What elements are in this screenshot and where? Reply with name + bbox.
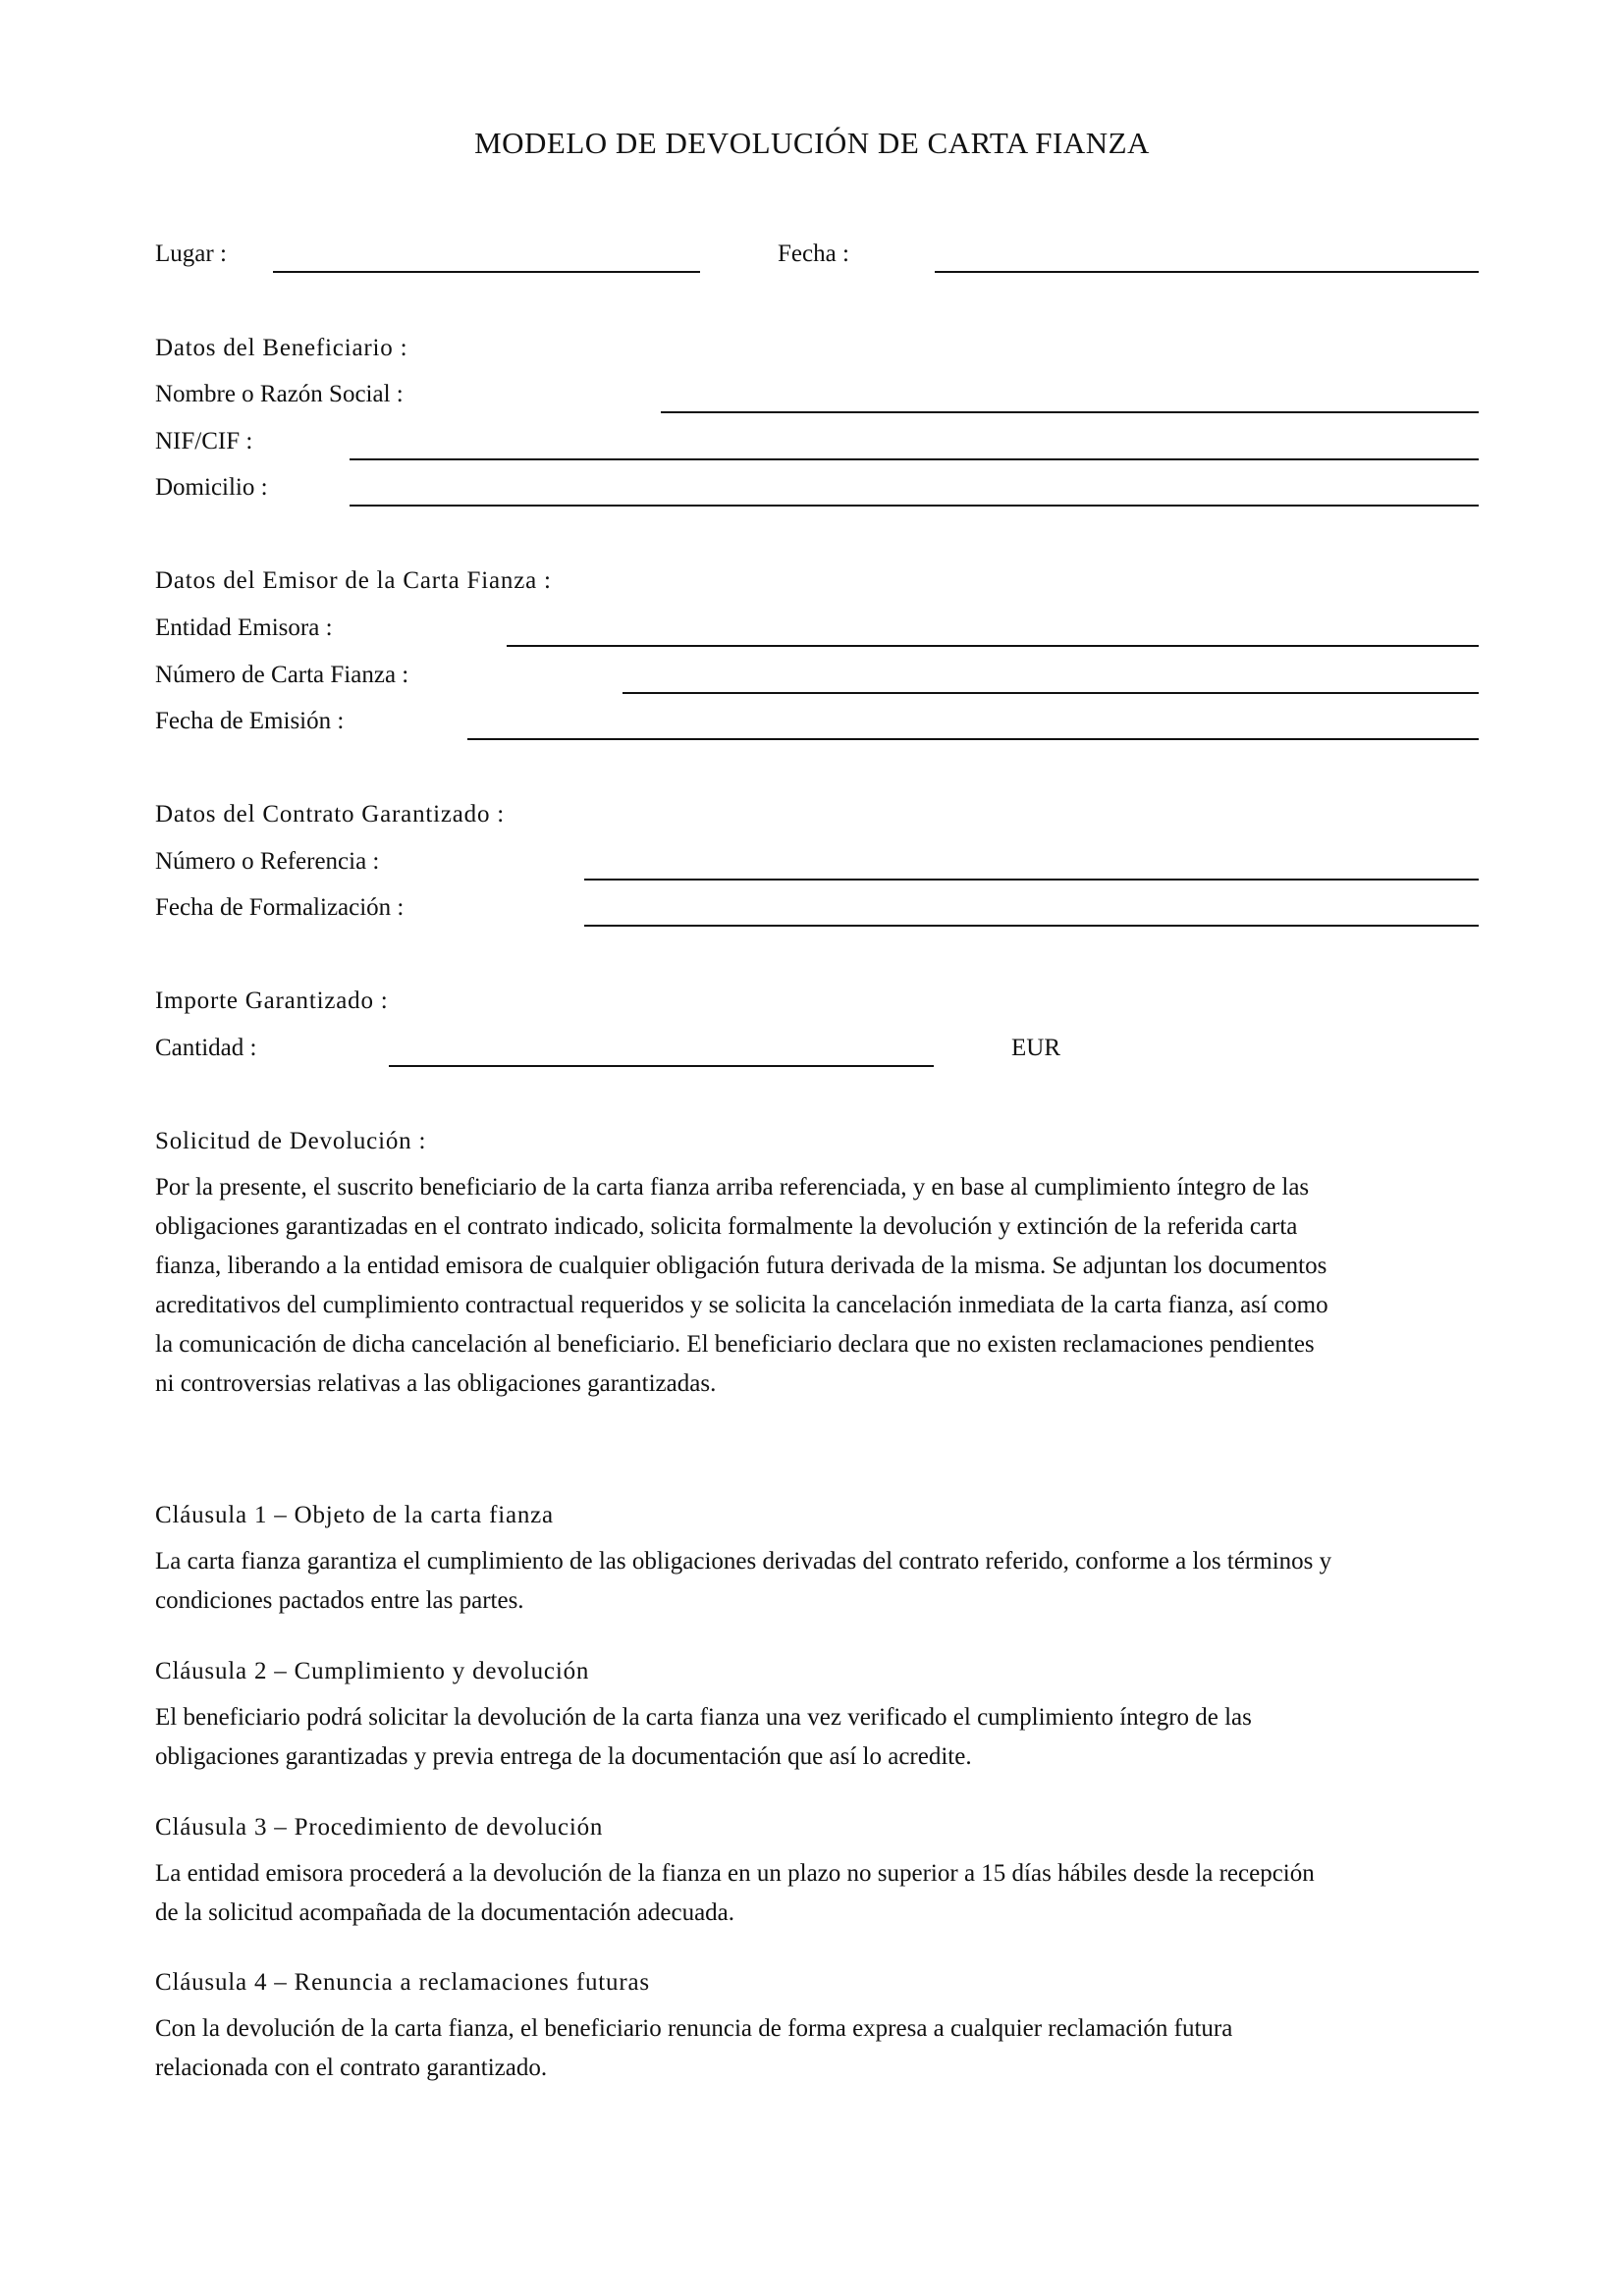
clausula-3-text — [155, 1854, 1490, 1933]
entidad-field[interactable] — [507, 645, 1479, 647]
clausula-4-text — [155, 2009, 1490, 2088]
solicitud-paragraph — [155, 1168, 1490, 1404]
referencia-field[interactable] — [584, 879, 1479, 881]
paragraph-line: de la solicitud acompañada de la documentación adecuada. — [155, 1899, 735, 1926]
fecha-emision-label: Fecha de Emisión : — [155, 708, 345, 734]
lugar-label: Lugar : — [155, 240, 227, 267]
clausula-3-heading: Cláusula 3 – Procedimiento de devolución — [155, 1814, 604, 1841]
paragraph-line: relacionada con el contrato garantizado. — [155, 2055, 548, 2081]
cantidad-field[interactable] — [389, 1065, 934, 1067]
beneficiario-heading: Datos del Beneficiario : — [155, 335, 408, 361]
paragraph-line: condiciones pactados entre las partes. — [155, 1587, 524, 1614]
nombre-label: Nombre o Razón Social : — [155, 381, 404, 407]
clausula-2-heading: Cláusula 2 – Cumplimiento y devolución — [155, 1658, 590, 1684]
paragraph-line: ni controversias relativas a las obligaciones garantizadas. — [155, 1370, 717, 1397]
nif-field[interactable] — [350, 458, 1479, 460]
fecha-formalizacion-label: Fecha de Formalización : — [155, 894, 405, 921]
document-title: MODELO DE DEVOLUCIÓN DE CARTA FIANZA — [474, 126, 1150, 160]
paragraph-line: fianza, liberando a la entidad emisora de cualquier obligación futura derivada de la misma. Se adjuntan los documentos — [155, 1253, 1327, 1279]
paragraph-line: La entidad emisora procederá a la devolución de la fianza en un plazo no superior a 15 días hábiles desde la recepción — [155, 1860, 1315, 1887]
fecha-formalizacion-field[interactable] — [584, 925, 1479, 927]
paragraph-line: La carta fianza garantiza el cumplimiento de las obligaciones derivadas del contrato referido, conforme a los términos y — [155, 1548, 1332, 1575]
domicilio-label: Domicilio : — [155, 474, 268, 501]
fecha-field[interactable] — [935, 271, 1479, 273]
nombre-field[interactable] — [661, 411, 1479, 413]
clausula-1-text — [155, 1542, 1490, 1621]
numero-carta-label: Número de Carta Fianza : — [155, 662, 409, 688]
cantidad-label: Cantidad : — [155, 1035, 257, 1061]
paragraph-line: obligaciones garantizadas en el contrato indicado, solicita formalmente la devolución y extinción de la referida carta — [155, 1213, 1298, 1240]
solicitud-heading: Solicitud de Devolución : — [155, 1128, 427, 1154]
numero-carta-field[interactable] — [623, 692, 1479, 694]
referencia-label: Número o Referencia : — [155, 848, 380, 875]
fecha-emision-field[interactable] — [467, 738, 1479, 740]
currency-label: EUR — [1011, 1035, 1060, 1061]
domicilio-field[interactable] — [350, 505, 1479, 507]
paragraph-line: Por la presente, el suscrito beneficiario de la carta fianza arriba referenciada, y en base al cumplimiento íntegro de las — [155, 1174, 1310, 1201]
paragraph-line: acreditativos del cumplimiento contractual requeridos y se solicita la cancelación inmediata de la carta fianza, así como — [155, 1292, 1328, 1318]
paragraph-line: la comunicación de dicha cancelación al beneficiario. El beneficiario declara que no existen reclamaciones pendientes — [155, 1331, 1315, 1358]
entidad-label: Entidad Emisora : — [155, 614, 333, 641]
contrato-heading: Datos del Contrato Garantizado : — [155, 801, 506, 828]
clausula-1-heading: Cláusula 1 – Objeto de la carta fianza — [155, 1502, 554, 1528]
paragraph-line: obligaciones garantizadas y previa entrega de la documentación que así lo acredite. — [155, 1743, 972, 1770]
paragraph-line: El beneficiario podrá solicitar la devolución de la carta fianza una vez verificado el cumplimiento íntegro de las — [155, 1704, 1252, 1731]
importe-heading: Importe Garantizado : — [155, 988, 389, 1014]
emisor-heading: Datos del Emisor de la Carta Fianza : — [155, 567, 552, 594]
nif-label: NIF/CIF : — [155, 428, 253, 454]
clausula-4-heading: Cláusula 4 – Renuncia a reclamaciones futuras — [155, 1969, 650, 1996]
paragraph-line: Con la devolución de la carta fianza, el beneficiario renuncia de forma expresa a cualquier reclamación futura — [155, 2015, 1233, 2042]
lugar-field[interactable] — [273, 271, 700, 273]
clausula-2-text — [155, 1698, 1490, 1777]
fecha-label: Fecha : — [778, 240, 849, 267]
